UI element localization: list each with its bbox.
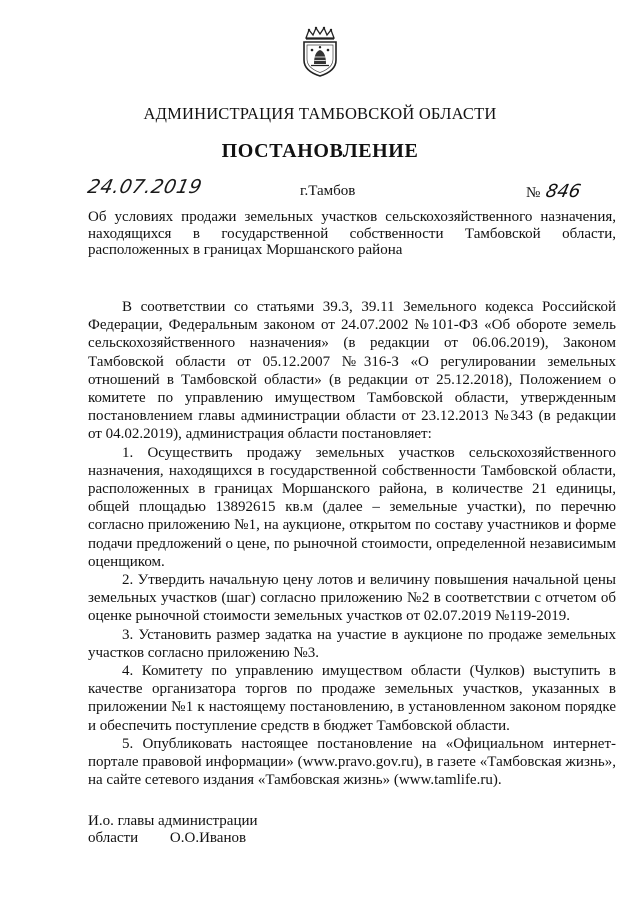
document-number <box>526 181 583 202</box>
handwritten-number: 846 <box>543 181 583 202</box>
signatory-title: И.о. главы администрации <box>88 813 258 829</box>
document-type-title: ПОСТАНОВЛЕНИЕ <box>221 140 419 162</box>
number-sign: № <box>526 185 541 201</box>
signatory-name: О.О.Иванов <box>169 829 247 846</box>
subject-line: Об условиях продажи земельных участков сельскохозяйственного назначения, <box>88 209 616 225</box>
clause-paragraph: 2. Утвердить начальную цену лотов и величину повышения начальной цены земельных участков (шаг) согласно приложению №2 в соответствии с отчетом об оценке рыночной стоимости земельных участков от 02.07.2019 №119-2019. <box>88 572 616 625</box>
clause-paragraph: 1. Осуществить продажу земельных участков сельскохозяйственного назначения, находящихся в государственной собственности Тамбовской области, расположенных в границах Моршанского района, в количестве 21 единицы, общей площадью 13892615 кв.м (далее – земельные участки), по перечню согласно приложению №1, на аукционе, открытом по составу участников и форме подачи предложений о цене, по рыночной стоимости, определенной независимым оценщиком. <box>88 444 616 570</box>
preamble-paragraph: В соответствии со статьями 39.3, 39.11 Земельного кодекса Российской Федерации, Федеральным законом от 24.07.2002 №101-ФЗ «Об обороте земель сельскохозяйственного назначения» (в редакции от 06.06.2019), Законом Тамбовской области от 05.12.2007 №316-З «О регулировании земельных отношений в Тамбовской области» (в редакции от 25.12.2018), Положением о комитете по управлению имуществом Тамбовской области, утвержденным постановлением главы администрации области от 23.12.2013 №343 (в редакции от 04.02.2019), администрация области постановляет: <box>88 299 616 443</box>
city-name: г.Тамбов <box>300 183 356 199</box>
document-subject <box>88 209 616 259</box>
signatory-title-cont: области <box>88 829 139 846</box>
issuing-authority: АДМИНИСТРАЦИЯ ТАМБОВСКОЙ ОБЛАСТИ <box>143 104 497 123</box>
subject-line: находящихся в государственной собственности Тамбовской области, <box>88 225 616 242</box>
clause-paragraph: 4. Комитету по управлению имуществом области (Чулков) выступить в качестве организатора торгов по продаже земельных участков, указанных в приложении №1 к настоящему постановлению, в установленном законом порядке и обеспечить поступление средств в бюджет Тамбовской области. <box>88 663 616 734</box>
tambov-region-coat-of-arms-icon <box>297 26 343 78</box>
date-number-line <box>85 176 616 202</box>
signature-block <box>88 813 258 846</box>
subject-line: расположенных в границах Моршанского района <box>88 242 403 258</box>
handwritten-date: 24.07.2019 <box>85 176 205 198</box>
clause-paragraph: 3. Установить размер задатка на участие в аукционе по продаже земельных участков согласно приложению №3. <box>88 626 616 661</box>
clause-paragraph: 5. Опубликовать настоящее постановление на «Официальном интернет-портале правовой информации» (www.pravo.gov.ru), в газете «Тамбовская жизнь», на сайте сетевого издания «Тамбовская жизнь» (www.tamlife.ru). <box>88 735 616 789</box>
document-body <box>88 298 616 789</box>
